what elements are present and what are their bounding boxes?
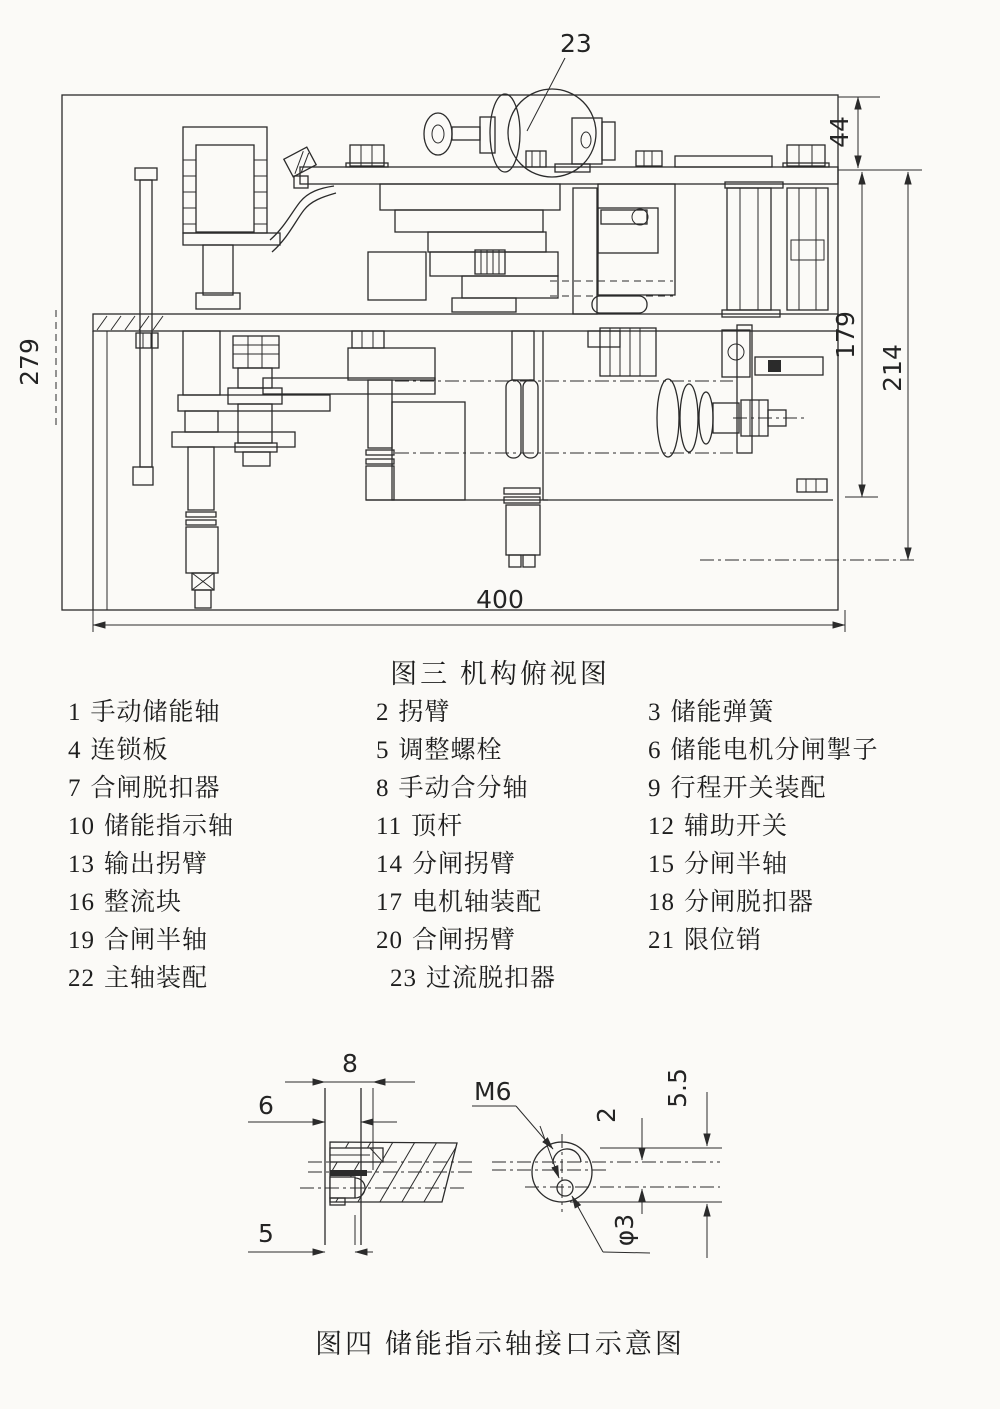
callout-23 — [527, 29, 592, 131]
part-name: 主轴装配 — [104, 965, 209, 992]
part-name: 手动储能轴 — [90, 699, 221, 726]
part-number: 18 — [648, 889, 675, 916]
parts-list — [68, 694, 978, 998]
part-number: 6 — [648, 737, 662, 764]
part-item — [376, 922, 648, 960]
part-item — [648, 732, 978, 770]
center-shaft-assembly — [348, 331, 548, 500]
part-number: 5 — [376, 737, 390, 764]
dimension-5 — [248, 1219, 373, 1252]
part-item — [68, 884, 376, 922]
dimension-6 — [248, 1091, 397, 1122]
dimension-5-5 — [570, 1068, 722, 1258]
part-name: 调整螺栓 — [398, 737, 503, 764]
part-name: 连锁板 — [90, 737, 169, 764]
part-number: 2 — [376, 699, 390, 726]
shaft-side-view — [300, 1088, 488, 1245]
part-item — [648, 884, 978, 922]
overcurrent-release-assembly — [424, 89, 615, 177]
part-name: 分闸半轴 — [684, 851, 789, 878]
manual-rod — [133, 168, 157, 485]
part-item — [648, 770, 978, 808]
dimension-279 — [15, 310, 56, 430]
part-number: 16 — [68, 889, 95, 916]
part-number: 13 — [68, 851, 95, 878]
part-item — [376, 732, 648, 770]
part-number: 9 — [648, 775, 662, 802]
figure4-drawing — [0, 1030, 1000, 1322]
part-number: 8 — [376, 775, 390, 802]
part-item — [376, 884, 648, 922]
part-item — [68, 808, 376, 846]
dim-5-5-label: 5.5 — [663, 1068, 692, 1108]
part-item — [376, 960, 648, 998]
part-name: 手动合分轴 — [398, 775, 529, 802]
part-name: 储能指示轴 — [104, 813, 235, 840]
part-number: 22 — [68, 965, 95, 992]
part-item — [68, 770, 376, 808]
part-name: 储能电机分闸掣子 — [670, 737, 879, 764]
thread-callout-m6 — [472, 1077, 553, 1149]
part-number: 3 — [648, 699, 662, 726]
dimension-44 — [825, 97, 922, 170]
dimension-8 — [285, 1049, 415, 1082]
part-number: 20 — [376, 927, 403, 954]
dimension-214 — [700, 172, 918, 560]
part-name: 合闸拐臂 — [412, 927, 517, 954]
dim-8-label: 8 — [342, 1049, 358, 1078]
main-shaft-assembly — [172, 331, 330, 608]
figure3-drawing — [0, 0, 1000, 648]
part-item — [648, 808, 978, 846]
dim-6-label: 6 — [258, 1091, 274, 1120]
part-number: 17 — [376, 889, 403, 916]
part-number: 1 — [68, 699, 82, 726]
phi3-label: φ3 — [610, 1213, 639, 1247]
part-item — [648, 922, 978, 960]
part-number: 11 — [376, 813, 403, 840]
part-name: 分闸拐臂 — [412, 851, 517, 878]
part-number: 4 — [68, 737, 82, 764]
part-name: 电机轴装配 — [412, 889, 543, 916]
part-name: 储能弹簧 — [670, 699, 775, 726]
shaft-end-view — [492, 1134, 720, 1212]
coil-block — [183, 127, 336, 309]
part-item — [68, 694, 376, 732]
part-name: 分闸脱扣器 — [684, 889, 815, 916]
dim-44-label: 44 — [825, 116, 854, 148]
dim-214-label: 214 — [878, 344, 907, 392]
part-item — [376, 846, 648, 884]
part-name: 过流脱扣器 — [426, 965, 557, 992]
part-item — [68, 846, 376, 884]
part-name: 拐臂 — [398, 699, 451, 726]
figure3-caption: 图三 机构俯视图 — [390, 659, 610, 689]
m6-label: M6 — [474, 1077, 512, 1106]
mechanism-upper-stack — [368, 182, 828, 317]
dim-279-label: 279 — [15, 338, 44, 386]
part-item — [68, 960, 376, 998]
part-name: 限位销 — [684, 927, 763, 954]
right-shaft-assembly — [504, 331, 540, 567]
part-number: 12 — [648, 813, 675, 840]
part-name: 辅助开关 — [684, 813, 789, 840]
part-number: 23 — [390, 965, 417, 992]
part-item — [648, 846, 978, 884]
part-name: 顶杆 — [411, 813, 464, 840]
part-item — [376, 808, 648, 846]
part-number: 7 — [68, 775, 82, 802]
dim-2-label: 2 — [592, 1107, 621, 1123]
part-item — [376, 694, 648, 732]
part-number: 21 — [648, 927, 675, 954]
part-name: 合闸脱扣器 — [90, 775, 221, 802]
part-number: 19 — [68, 927, 95, 954]
dim-179-label: 179 — [831, 311, 860, 359]
dim-5-label: 5 — [258, 1219, 274, 1248]
part-number: 14 — [376, 851, 403, 878]
figure4-caption: 图四 储能指示轴接口示意图 — [315, 1329, 685, 1359]
part-item — [68, 922, 376, 960]
part-number: 10 — [68, 813, 95, 840]
part-name: 整流块 — [104, 889, 183, 916]
part-number: 15 — [648, 851, 675, 878]
spring-buffer-assembly — [395, 325, 833, 500]
dim-400-label: 400 — [476, 585, 524, 614]
part-item — [648, 694, 978, 732]
part-name: 行程开关装配 — [670, 775, 827, 802]
part-item — [68, 732, 376, 770]
part-item — [648, 960, 978, 998]
part-name: 合闸半轴 — [104, 927, 209, 954]
callout-23-label: 23 — [560, 29, 592, 58]
part-item — [376, 770, 648, 808]
dimension-2 — [592, 1107, 642, 1214]
part-name: 输出拐臂 — [104, 851, 209, 878]
